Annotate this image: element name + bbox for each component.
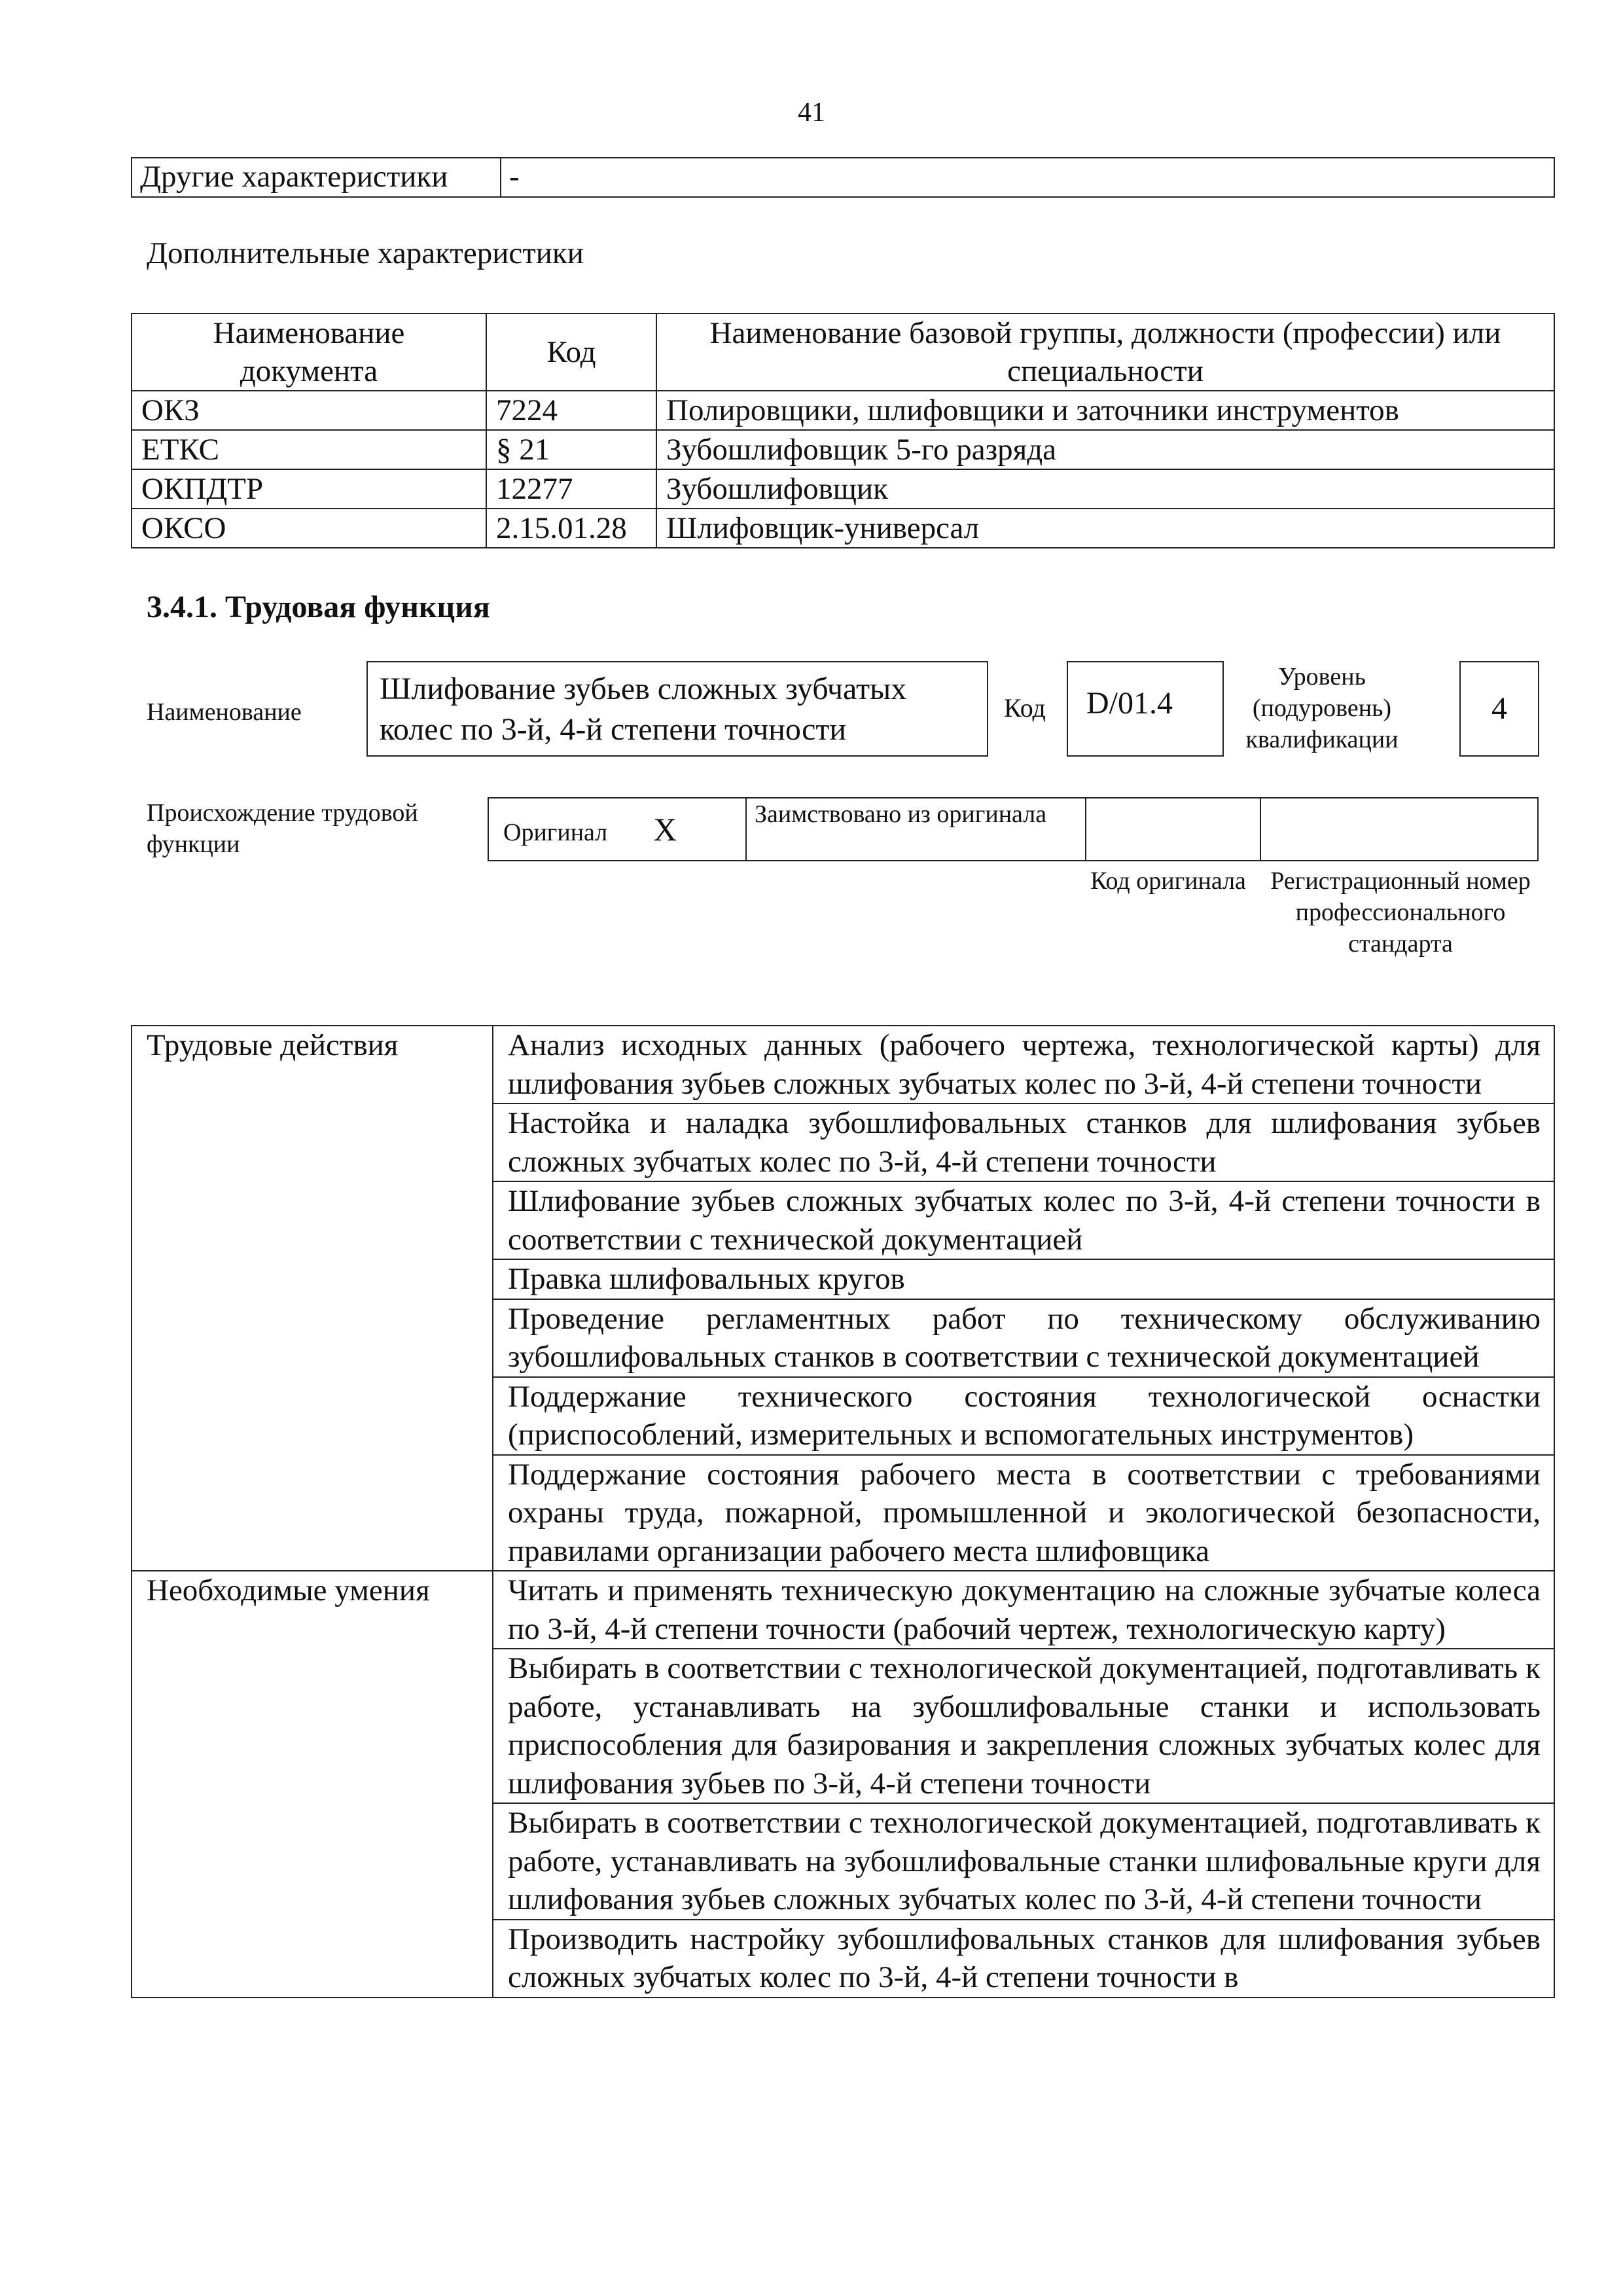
page-number: 41	[798, 98, 825, 128]
borrowed-label: Заимствовано из оригинала	[746, 798, 1086, 861]
function-name-value: Шлифование зубьев сложных зубчатых колес по 3-й, 4-й степени точности	[366, 661, 988, 757]
table-row	[132, 1026, 1554, 1103]
header-group-name: Наименование базовой группы, должности (профессии) или специальности	[656, 314, 1554, 391]
code-original-label: Код оригинала	[1090, 867, 1246, 895]
origin-table	[488, 797, 1539, 861]
labor-action-item: Проведение регламентных работ по техническому обслуживанию зубошлифовальных станков в соответствии с технической документацией	[493, 1299, 1554, 1377]
table-cell: ОКЗ	[132, 391, 486, 430]
skills-label: Необходимые умения	[132, 1571, 493, 1998]
reg-number-label: Регистрационный номер профессионального стандарта	[1270, 867, 1531, 958]
original-label: Оригинал	[503, 819, 608, 846]
labor-action-item: Поддержание состояния рабочего места в соответствии с требованиями охраны труда, пожарной, промышленной и экологической безопасности, правилами организации рабочего места шлифовщика	[493, 1455, 1554, 1571]
skill-item: Выбирать в соответствии с технологической документацией, подготавливать к работе, устанавливать на зубошлифовальные станки и использовать приспособления для базирования и закрепления сложных зубчатых колес для шлифования зубьев по 3-й, 4-й степени точности	[493, 1649, 1554, 1803]
labor-action-item: Поддержание технического состояния технологической оснастки (приспособлений, измерительных и вспомогательных инструментов)	[493, 1377, 1554, 1455]
table-cell: 7224	[486, 391, 656, 430]
skill-item: Читать и применять техническую документацию на сложные зубчатые колеса по 3-й, 4-й степени точности (рабочий чертеж, технологическую карту)	[493, 1571, 1554, 1649]
header-document-name: Наименование документа	[132, 314, 486, 391]
skill-item: Производить настройку зубошлифовальных станков для шлифования зубьев сложных зубчатых колес по 3-й, 4-й степени точности в	[493, 1920, 1554, 1998]
original-cell	[488, 798, 746, 861]
table-cell: 2.15.01.28	[486, 509, 656, 548]
labor-action-item: Правка шлифовальных кругов	[493, 1259, 1554, 1299]
table-cell: ОКСО	[132, 509, 486, 548]
section-title: 3.4.1. Трудовая функция	[147, 590, 490, 624]
code-original-cell	[1086, 798, 1260, 861]
qualification-level-label: Уровень (подуровень) квалификации	[1245, 663, 1399, 753]
table-cell: ЕТКС	[132, 430, 486, 469]
table-cell: 12277	[486, 469, 656, 509]
skill-item: Выбирать в соответствии с технологической документацией, подготавливать к работе, устанавливать на зубошлифовальные станки шлифовальные круги для шлифования зубьев сложных зубчатых колес по 3-й, 4-й степени точности	[493, 1803, 1554, 1920]
table-row	[132, 469, 1554, 509]
table-header-row	[132, 314, 1554, 391]
other-characteristics-value: -	[501, 158, 1554, 197]
table-row	[132, 391, 1554, 430]
labor-actions-label: Трудовые действия	[132, 1026, 493, 1571]
table-row	[132, 509, 1554, 548]
table-cell: Зубошлифовщик 5-го разряда	[656, 430, 1554, 469]
table-cell: Зубошлифовщик	[656, 469, 1554, 509]
function-code-value: D/01.4	[1067, 661, 1224, 757]
reg-number-cell	[1260, 798, 1538, 861]
other-characteristics-table	[131, 157, 1555, 198]
table-cell: ОКПДТР	[132, 469, 486, 509]
table-cell: Полировщики, шлифовщики и заточники инструментов	[656, 391, 1554, 430]
labor-action-item: Настойка и наладка зубошлифовальных станков для шлифования зубьев сложных зубчатых колес по 3-й, 4-й степени точности	[493, 1103, 1554, 1181]
table-cell: Шлифовщик-универсал	[656, 509, 1554, 548]
labor-function-table	[131, 1025, 1555, 1998]
original-mark: X	[653, 811, 677, 848]
other-characteristics-label: Другие характеристики	[132, 158, 501, 197]
labor-action-item: Анализ исходных данных (рабочего чертежа, технологической карты) для шлифования зубьев сложных зубчатых колес по 3-й, 4-й степени точности	[493, 1026, 1554, 1103]
table-cell: § 21	[486, 430, 656, 469]
table-row	[132, 1571, 1554, 1649]
additional-characteristics-title: Дополнительные характеристики	[147, 236, 584, 270]
table-row	[132, 430, 1554, 469]
header-code: Код	[486, 314, 656, 391]
qualification-level-value: 4	[1459, 661, 1539, 757]
function-origin-label: Происхождение трудовой функции	[147, 799, 418, 858]
function-name-label: Наименование	[147, 698, 302, 726]
labor-action-item: Шлифование зубьев сложных зубчатых колес по 3-й, 4-й степени точности в соответствии с технической документацией	[493, 1181, 1554, 1259]
function-code-label: Код	[1004, 693, 1046, 723]
additional-characteristics-table	[131, 313, 1555, 548]
